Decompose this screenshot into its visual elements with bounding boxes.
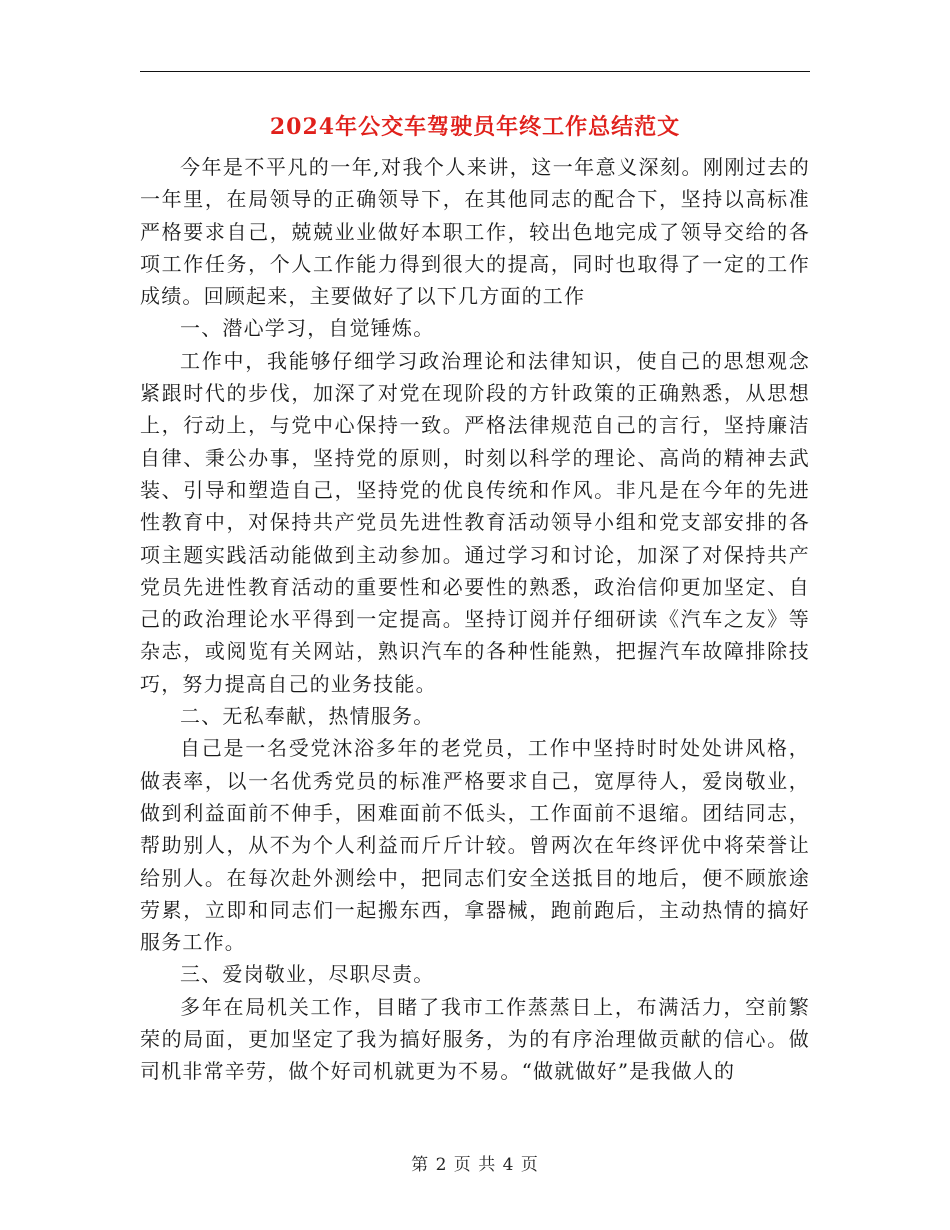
- paragraph-dedication: 多年在局机关工作，目睹了我市工作蒸蒸日上，布满活力，空前繁荣的局面，更加坚定了我为搞好服务，为的有序治理做贡献的信心。做司机非常辛劳，做个好司机就更为不易。“做就做好”是我做人的: [140, 994, 810, 1084]
- section-heading-3: 三、爱岗敬业，尽职尽责。: [180, 962, 435, 987]
- paragraph-intro: 今年是不平凡的一年,对我个人来讲，这一年意义深刻。刚刚过去的一年里，在局领导的正确领导下，在其他同志的配合下，坚持以高标准严格要求自己，兢兢业业做好本职工作，较出色地完成了领导交给的各项工作任务，个人工作能力得到很大的提高，同时也取得了一定的工作成绩。回顾起来，主要做好了以下几方面的工作: [140, 155, 810, 309]
- section-heading-1: 一、潜心学习，自觉锤炼。: [180, 316, 435, 341]
- section-heading-2: 二、无私奉献，热情服务。: [180, 704, 435, 729]
- document-body: [140, 151, 810, 1088]
- header-rule: [140, 71, 810, 72]
- page-number: 第 2 页 共 4 页: [411, 1155, 539, 1175]
- document-title: 2024年公交车驾驶员年终工作总结范文: [269, 114, 681, 140]
- page-footer: [0, 1154, 950, 1176]
- paragraph-service: 自己是一名受党沐浴多年的老党员，工作中坚持时时处处讲风格，做表率，以一名优秀党员的标准严格要求自己，宽厚待人，爱岗敬业，做到利益面前不伸手，困难面前不低头，工作面前不退缩。团结同志，帮助别人，从不为个人利益而斤斤计较。曾两次在年终评优中将荣誉让给别人。在每次赴外测绘中，把同志们安全送抵目的地后，便不顾旅途劳累，立即和同志们一起搬东西，拿器械，跑前跑后，主动热情的搞好服务工作。: [140, 736, 810, 955]
- paragraph-study: 工作中，我能够仔细学习政治理论和法律知识，使自己的思想观念紧跟时代的步伐，加深了对党在现阶段的方针政策的正确熟悉，从思想上，行动上，与党中心保持一致。严格法律规范自己的言行，坚持廉洁自律、秉公办事，坚持党的原则，时刻以科学的理论、高尚的精神去武装、引导和塑造自己，坚持党的优良传统和作风。非凡是在今年的先进性教育中，对保持共产党员先进性教育活动领导小组和党支部安排的各项主题实践活动能做到主动参加。通过学习和讨论，加深了对保持共产党员先进性教育活动的重要性和必要性的熟悉，政治信仰更加坚定、自己的政治理论水平得到一定提高。坚持订阅并仔细研读《汽车之友》等杂志，或阅览有关网站，熟识汽车的各种性能熟，把握汽车故障排除技巧，努力提高自己的业务技能。: [140, 348, 810, 696]
